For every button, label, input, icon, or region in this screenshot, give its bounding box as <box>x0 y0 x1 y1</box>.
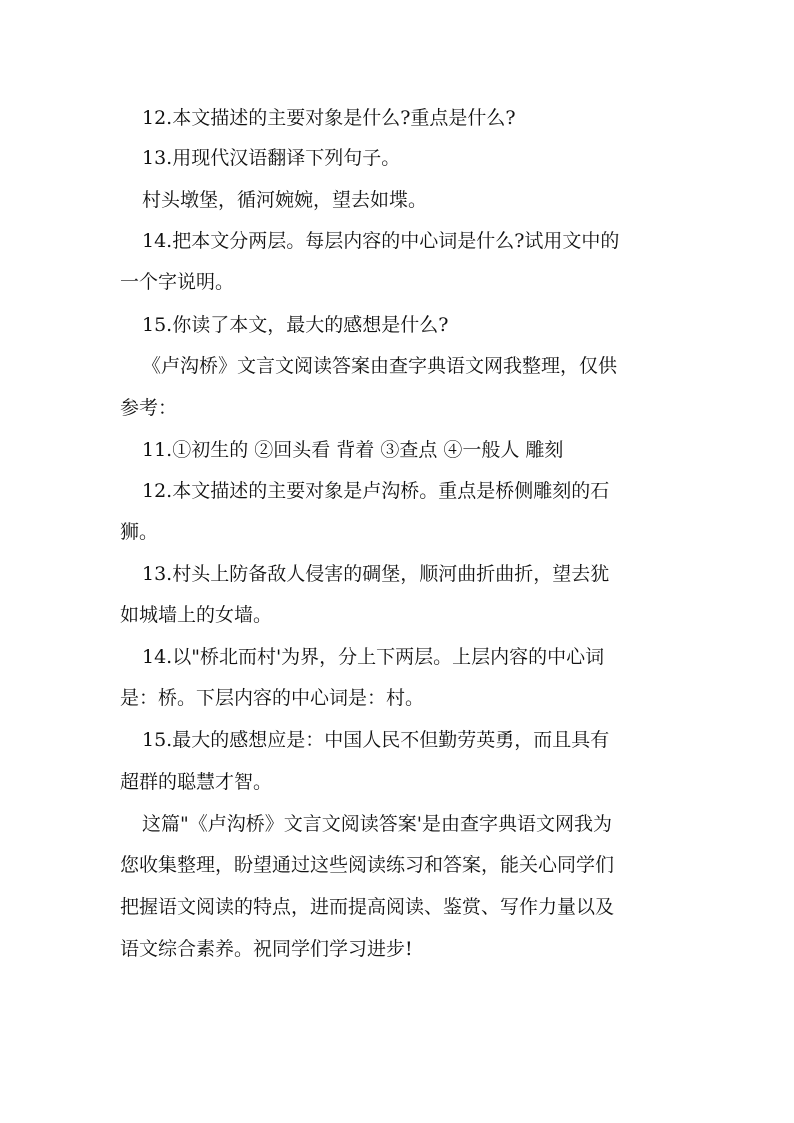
answer-13-line-1: 13.村头上防备敌人侵害的碉堡，顺河曲折曲折，望去犹 <box>142 563 610 585</box>
closing-line-4: 语文综合素养。祝同学们学习进步! <box>120 938 413 960</box>
answer-12-line-2: 狮。 <box>120 521 159 543</box>
answer-14-line-1: 14.以"桥北而村'为界，分上下两层。上层内容的中心词 <box>142 646 605 668</box>
reference-note-line-2: 参考： <box>120 397 178 419</box>
answer-15-line-2: 超群的聪慧才智。 <box>120 771 273 793</box>
answer-12-line-1: 12.本文描述的主要对象是卢沟桥。重点是桥侧雕刻的石 <box>142 480 610 502</box>
closing-line-2: 您收集整理，盼望通过这些阅读练习和答案，能关心同学们 <box>120 854 615 876</box>
question-14-line-1: 14.把本文分两层。每层内容的中心词是什么?试用文中的 <box>142 230 620 252</box>
answer-11: 11.①初生的 ②回头看 背着 ③查点 ④一般人 雕刻 <box>142 439 564 461</box>
question-13-sentence: 村头墩堡，循河婉婉，望去如堞。 <box>142 189 428 211</box>
closing-line-1: 这篇"《卢沟桥》文言文阅读答案'是由查字典语文网我为 <box>142 813 612 835</box>
answer-13-line-2: 如城墙上的女墙。 <box>120 604 273 626</box>
question-15: 15.你读了本文，最大的感想是什么? <box>142 314 449 336</box>
question-14-line-2: 一个字说明。 <box>120 271 235 293</box>
answer-15-line-1: 15.最大的感想应是：中国人民不但勤劳英勇，而且具有 <box>142 729 610 751</box>
question-13: 13.用现代汉语翻译下列句子。 <box>142 147 401 169</box>
closing-line-3: 把握语文阅读的特点，进而提高阅读、鉴赏、写作力量以及 <box>120 896 615 918</box>
answer-14-line-2: 是：桥。下层内容的中心词是：村。 <box>120 687 425 709</box>
question-12: 12.本文描述的主要对象是什么?重点是什么? <box>142 107 516 129</box>
reference-note-line-1: 《卢沟桥》文言文阅读答案由查字典语文网我整理，仅供 <box>142 355 618 377</box>
